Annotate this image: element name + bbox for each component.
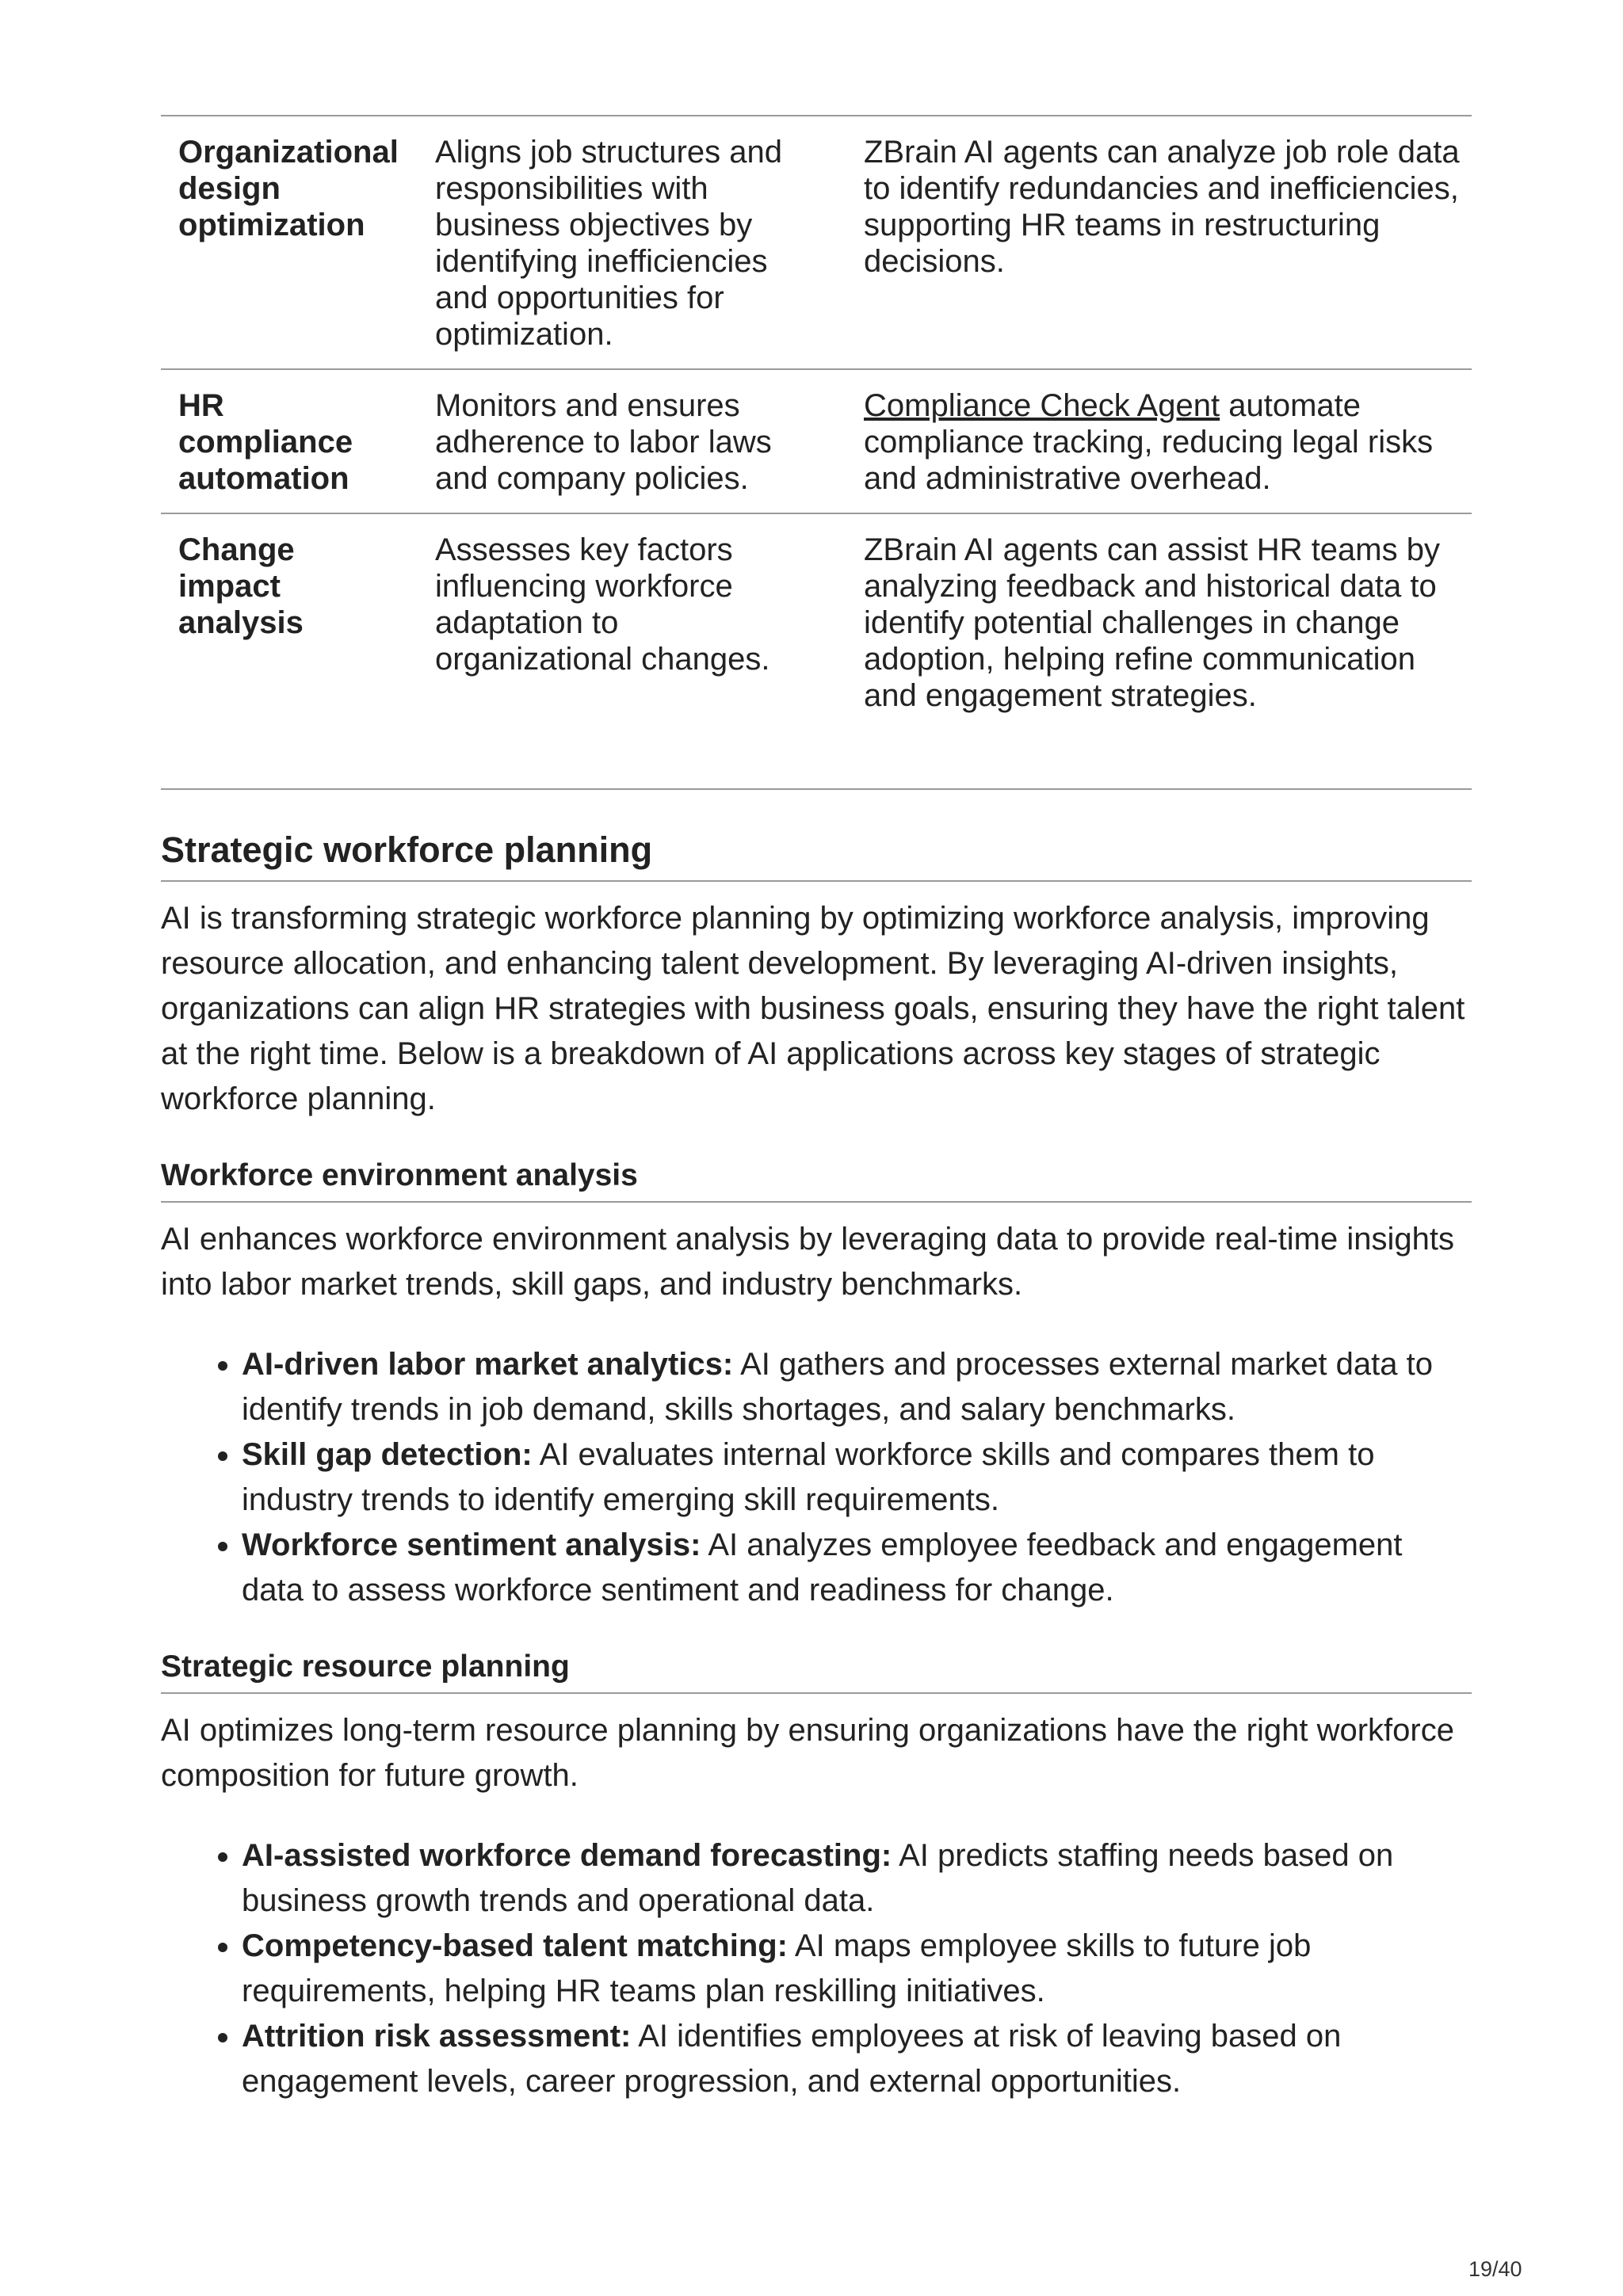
bullet-list bbox=[161, 1342, 1472, 1648]
document-content bbox=[161, 115, 1472, 2139]
list-item bbox=[242, 2014, 1472, 2104]
function-cell: HR compliance automation bbox=[161, 369, 416, 513]
page-number: 19/40 bbox=[1468, 2257, 1522, 2281]
zbrain-cell bbox=[835, 513, 1472, 788]
bullet-label: AI-assisted workforce demand forecasting: bbox=[242, 1838, 892, 1873]
table-row bbox=[161, 369, 1472, 513]
section-heading: Strategic workforce planning bbox=[161, 790, 1472, 882]
subsection-heading: Strategic resource planning bbox=[161, 1648, 1472, 1694]
bullet-text: AI maps employee skills to future job requirements, helping HR teams plan reskilling initiatives. bbox=[242, 1928, 1312, 2008]
bullet-text: AI identifies employees at risk of leaving based on engagement levels, career progression, and external opportunities. bbox=[242, 2019, 1342, 2099]
zbrain-text: ZBrain AI agents can assist HR teams by analyzing feedback and historical data to identify potential challenges in change adoption, helping refine communication and engagement strategies. bbox=[864, 532, 1440, 713]
zbrain-text: automate compliance tracking, reducing legal risks and administrative overhead. bbox=[864, 388, 1434, 496]
zbrain-cell bbox=[835, 369, 1472, 513]
bullet-label: Attrition risk assessment: bbox=[242, 2019, 632, 2054]
bullet-text: AI analyzes employee feedback and engagement data to assess workforce sentiment and readiness for change. bbox=[242, 1527, 1403, 1608]
function-cell: Change impact analysis bbox=[161, 513, 416, 788]
bullet-list bbox=[161, 1833, 1472, 2139]
bullet-label: Competency-based talent matching: bbox=[242, 1928, 789, 1963]
section-intro: AI is transforming strategic workforce planning by optimizing workforce analysis, improving resource allocation, and enhancing talent development. By leveraging AI-driven insights, organizations can align HR strategies with business goals, ensuring they have the right talent at the right time. Below is a breakdown of AI applications across key stages of strategic workforce planning. bbox=[161, 901, 1465, 1116]
description-cell: Monitors and ensures adherence to labor laws and company policies. bbox=[416, 369, 835, 513]
function-cell: Organizational design optimization bbox=[178, 135, 399, 242]
zbrain-text: ZBrain AI agents can analyze job role data to identify redundancies and inefficiencies, supporting HR teams in restructuring decisions. bbox=[864, 135, 1460, 279]
bullet-label: Skill gap detection: bbox=[242, 1437, 533, 1472]
bullet-text: AI gathers and processes external market data to identify trends in job demand, skills shortages, and salary benchmarks. bbox=[242, 1347, 1433, 1427]
list-item bbox=[242, 1432, 1472, 1523]
bullet-label: Workforce sentiment analysis: bbox=[242, 1527, 701, 1562]
table-row bbox=[161, 513, 1472, 788]
description-cell: Assesses key factors influencing workforce adaptation to organizational changes. bbox=[416, 513, 835, 788]
table-row bbox=[161, 116, 1472, 369]
bullet-text: AI evaluates internal workforce skills and compares them to industry trends to identify emerging skill requirements. bbox=[242, 1437, 1375, 1517]
subsection-intro: AI enhances workforce environment analysis by leveraging data to provide real-time insights into labor market trends, skill gaps, and industry benchmarks. bbox=[161, 1222, 1454, 1302]
bullet-label: AI-driven labor market analytics: bbox=[242, 1347, 734, 1382]
bullet-text: AI predicts staffing needs based on business growth trends and operational data. bbox=[242, 1838, 1394, 1918]
subsection-heading: Workforce environment analysis bbox=[161, 1157, 1472, 1203]
compliance-check-agent-link[interactable]: Compliance Check Agent bbox=[864, 388, 1220, 423]
list-item bbox=[242, 1523, 1472, 1613]
description-cell: Aligns job structures and responsibilities with business objectives by identifying inefficiencies and opportunities for optimization. bbox=[435, 135, 783, 352]
list-item bbox=[242, 1833, 1472, 1924]
list-item bbox=[242, 1924, 1472, 2014]
ai-applications-table bbox=[161, 115, 1472, 788]
subsection-intro: AI optimizes long-term resource planning by ensuring organizations have the right workforce composition for future growth. bbox=[161, 1713, 1454, 1793]
zbrain-cell bbox=[835, 116, 1472, 369]
list-item bbox=[242, 1342, 1472, 1432]
